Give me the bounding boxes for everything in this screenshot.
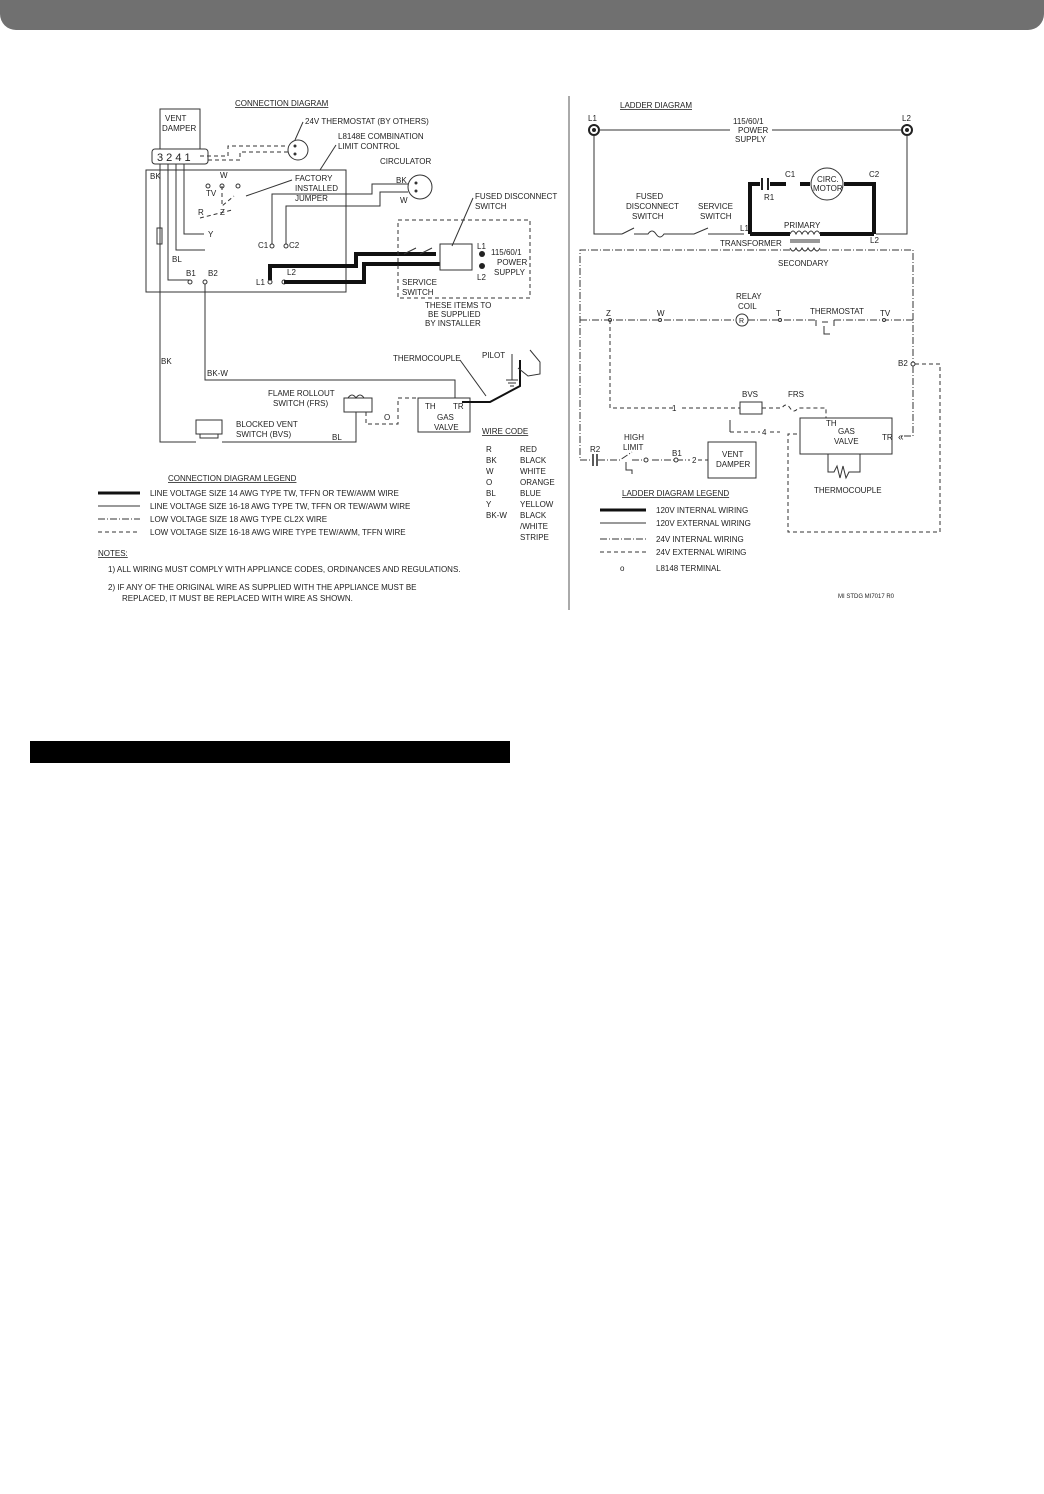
ladder-bvs (740, 402, 762, 414)
ladder-gas-label: GAS (838, 427, 855, 436)
factory-jumper-label-3: JUMPER (295, 194, 328, 203)
circ-motor-label-2: MOTOR (813, 184, 843, 193)
terminal-symbol: o (620, 564, 625, 573)
label-z: Z (220, 208, 225, 217)
gas-valve-th: TH (425, 402, 436, 411)
flame-rollout-label: FLAME ROLLOUT (268, 389, 335, 398)
relay-label: RELAY (736, 292, 762, 301)
ladder-power-label-3: SUPPLY (735, 135, 766, 144)
wire-code-abbr: O (486, 478, 493, 487)
notes-title: NOTES: (98, 549, 128, 558)
ladder-t: T (776, 309, 781, 318)
drawing-ref: MI STDG MI7017 R0 (838, 594, 895, 600)
ladder-legend (600, 489, 895, 600)
ladder-b2: B2 (898, 359, 908, 368)
wire-code-title: WIRE CODE (482, 427, 529, 436)
ladder-legend-item: 24V EXTERNAL WIRING (656, 548, 747, 557)
factory-jumper-label-2: INSTALLED (295, 184, 338, 193)
label-bk: BK (150, 172, 161, 181)
wire-code-abbr: BL (486, 489, 496, 498)
wire-code-color: ORANGE (520, 478, 555, 487)
transformer-label: TRANSFORMER (720, 239, 782, 248)
service-switch-label: SERVICE (402, 278, 437, 287)
wire-code-abbr: W (486, 467, 494, 476)
service-switch-label-2: SWITCH (402, 288, 434, 297)
wire-code-color: WHITE (520, 467, 546, 476)
blocked-vent-label-2: SWITCH (BVS) (236, 430, 292, 439)
label-o: O (384, 413, 391, 422)
circ-label-w: W (400, 196, 408, 205)
circ-label-bk: BK (396, 176, 407, 185)
ladder-fused-label: FUSED (636, 192, 664, 201)
ladder-r2: R2 (590, 445, 601, 454)
wire-code-abbr: BK (486, 456, 497, 465)
gas-valve-tr: TR (453, 402, 464, 411)
ladder-pin-2: 2 (692, 456, 697, 465)
blocked-vent-switch (196, 420, 222, 434)
ladder-pin-4: 4 (762, 428, 767, 437)
label-bkw: BK-W (207, 369, 228, 378)
ladder-diagram-title: LADDER DIAGRAM (620, 101, 693, 110)
wire-code-color: BLACK (520, 456, 547, 465)
ladder-l2: L2 (902, 114, 911, 123)
gas-valve-label-2: VALVE (434, 423, 459, 432)
ladder-power-label-2: POWER (738, 126, 769, 135)
ladder-legend-item: 120V EXTERNAL WIRING (656, 519, 751, 528)
thermocouple-label: THERMOCOUPLE (393, 354, 461, 363)
wire-code-color: YELLOW (520, 500, 554, 509)
ladder-tv: TV (880, 309, 891, 318)
note-2-line-2: REPLACED, IT MUST BE REPLACED WITH WIRE AS SHOWN. (122, 594, 353, 603)
label-c1: C1 (258, 241, 269, 250)
ladder-pin-1: 1 (672, 404, 677, 413)
relay-coil-r: R (739, 318, 745, 325)
ladder-tr-l1: L1 (740, 224, 749, 233)
fused-disconnect-label-2: SWITCH (475, 202, 507, 211)
wire-code-table (482, 427, 555, 542)
ladder-c1: C1 (785, 170, 796, 179)
label-tv: TV (206, 189, 217, 198)
installer-label-3: BY INSTALLER (425, 319, 481, 328)
vent-damper-label-2: DAMPER (162, 124, 197, 133)
connection-diagram (146, 99, 557, 442)
wire-code-color: STRIPE (520, 533, 549, 542)
label-l1: L1 (256, 278, 265, 287)
note-2: 2) IF ANY OF THE ORIGINAL WIRE AS SUPPLIED WITH THE APPLIANCE MUST BE (108, 583, 417, 592)
ladder-legend-item: 120V INTERNAL WIRING (656, 506, 749, 515)
ladder-legend-item: L8148 TERMINAL (656, 564, 721, 573)
power-supply-label: 115/60/1 (491, 248, 522, 257)
ladder-power-label: 115/60/1 (733, 117, 764, 126)
circulator-symbol (408, 175, 432, 199)
wire-code-color: BLACK (520, 511, 547, 520)
blocked-vent-label: BLOCKED VENT (236, 420, 298, 429)
ladder-tr-l2: L2 (870, 236, 879, 245)
connection-legend-item: LOW VOLTAGE SIZE 16-18 AWG WIRE TYPE TEW/AWM, TFFN WIRE (150, 528, 406, 537)
power-supply-label-2: POWER (497, 258, 528, 267)
ladder-legend-title: LADDER DIAGRAM LEGEND (622, 489, 730, 498)
ladder-gas-valve (800, 418, 892, 454)
connection-legend-item: LINE VOLTAGE SIZE 14 AWG TYPE TW, TFFN OR TEW/AWM WIRE (150, 489, 399, 498)
vent-damper-pins: 3 2 4 1 (157, 152, 191, 164)
limit-control-label-2: LIMIT CONTROL (338, 142, 400, 151)
fused-disconnect (440, 244, 472, 270)
note-1: 1) ALL WIRING MUST COMPLY WITH APPLIANCE CODES, ORDINANCES AND REGULATIONS. (108, 565, 461, 574)
connection-legend (98, 474, 410, 537)
ladder-vent-label: VENT (722, 450, 744, 459)
ladder-l1: L1 (588, 114, 597, 123)
label-b1: B1 (186, 269, 196, 278)
ladder-service-label: SERVICE (698, 202, 733, 211)
gas-valve-label: GAS (437, 413, 454, 422)
connector-arrow: « (898, 432, 904, 443)
ladder-fused-label-3: SWITCH (632, 212, 664, 221)
wire-code-color: BLUE (520, 489, 541, 498)
relay-label-2: COIL (738, 302, 757, 311)
wire-code-color: RED (520, 445, 537, 454)
ladder-gas-th: TH (826, 419, 837, 428)
label-y: Y (208, 230, 214, 239)
section-heading-bar (30, 741, 510, 763)
circulator-label: CIRCULATOR (380, 157, 432, 166)
high-limit-label-2: LIMIT (623, 443, 644, 452)
ladder-vent-label-2: DAMPER (716, 460, 751, 469)
ladder-diagram (580, 101, 940, 532)
ladder-frs-label: FRS (788, 390, 804, 399)
connection-legend-title: CONNECTION DIAGRAM LEGEND (168, 474, 297, 483)
ladder-bvs-label: BVS (742, 390, 759, 399)
label-b2: B2 (208, 269, 218, 278)
thermostat-label: 24V THERMOSTAT (BY OTHERS) (305, 117, 429, 126)
ladder-thermocouple-label: THERMOCOUPLE (814, 486, 882, 495)
high-limit-label: HIGH (624, 433, 644, 442)
label-bl: BL (172, 255, 182, 264)
ladder-r1: R1 (764, 193, 775, 202)
flame-rollout-label-2: SWITCH (FRS) (273, 399, 329, 408)
circ-motor-label: CIRC. (817, 175, 839, 184)
label-bl-2: BL (332, 433, 342, 442)
label-l2: L2 (287, 268, 296, 277)
ladder-z: Z (606, 309, 611, 318)
label-r: R (198, 208, 204, 217)
flame-rollout-switch (344, 398, 372, 412)
wire-code-color: /WHITE (520, 522, 548, 531)
primary-label: PRIMARY (784, 221, 821, 230)
connection-diagram-title: CONNECTION DIAGRAM (235, 99, 329, 108)
connection-legend-item: LINE VOLTAGE SIZE 16-18 AWG TYPE TW, TFFN OR TEW/AWM WIRE (150, 502, 411, 511)
ladder-legend-item: 24V INTERNAL WIRING (656, 535, 744, 544)
ladder-b1: B1 (672, 449, 682, 458)
vent-damper-label: VENT (165, 114, 187, 123)
ladder-service-label-2: SWITCH (700, 212, 732, 221)
limit-control-label: L8148E COMBINATION (338, 132, 424, 141)
label-bk-2: BK (161, 357, 172, 366)
ladder-fused-label-2: DISCONNECT (626, 202, 679, 211)
ladder-w: W (657, 309, 665, 318)
supply-l2: L2 (477, 273, 486, 282)
thermostat-symbol (288, 140, 308, 160)
supply-l1: L1 (477, 242, 486, 251)
label-c2: C2 (289, 241, 300, 250)
installer-label-2: BE SUPPLIED (428, 310, 481, 319)
ladder-c2: C2 (869, 170, 880, 179)
label-w: W (220, 171, 228, 180)
wire-code-abbr: BK-W (486, 511, 507, 520)
connection-legend-item: LOW VOLTAGE SIZE 18 AWG TYPE CL2X WIRE (150, 515, 328, 524)
factory-jumper-label: FACTORY (295, 174, 333, 183)
notes (98, 549, 461, 603)
ladder-gas-tr: TR (882, 433, 893, 442)
pilot-label: PILOT (482, 351, 506, 360)
fused-disconnect-label: FUSED DISCONNECT (475, 192, 558, 201)
wire-code-abbr: R (486, 445, 492, 454)
installer-label: THESE ITEMS TO (425, 301, 492, 310)
power-supply-label-3: SUPPLY (494, 268, 525, 277)
ladder-thermostat-label: THERMOSTAT (810, 307, 864, 316)
ladder-gas-label-2: VALVE (834, 437, 859, 446)
wire-code-abbr: Y (486, 500, 492, 509)
secondary-label: SECONDARY (778, 259, 829, 268)
